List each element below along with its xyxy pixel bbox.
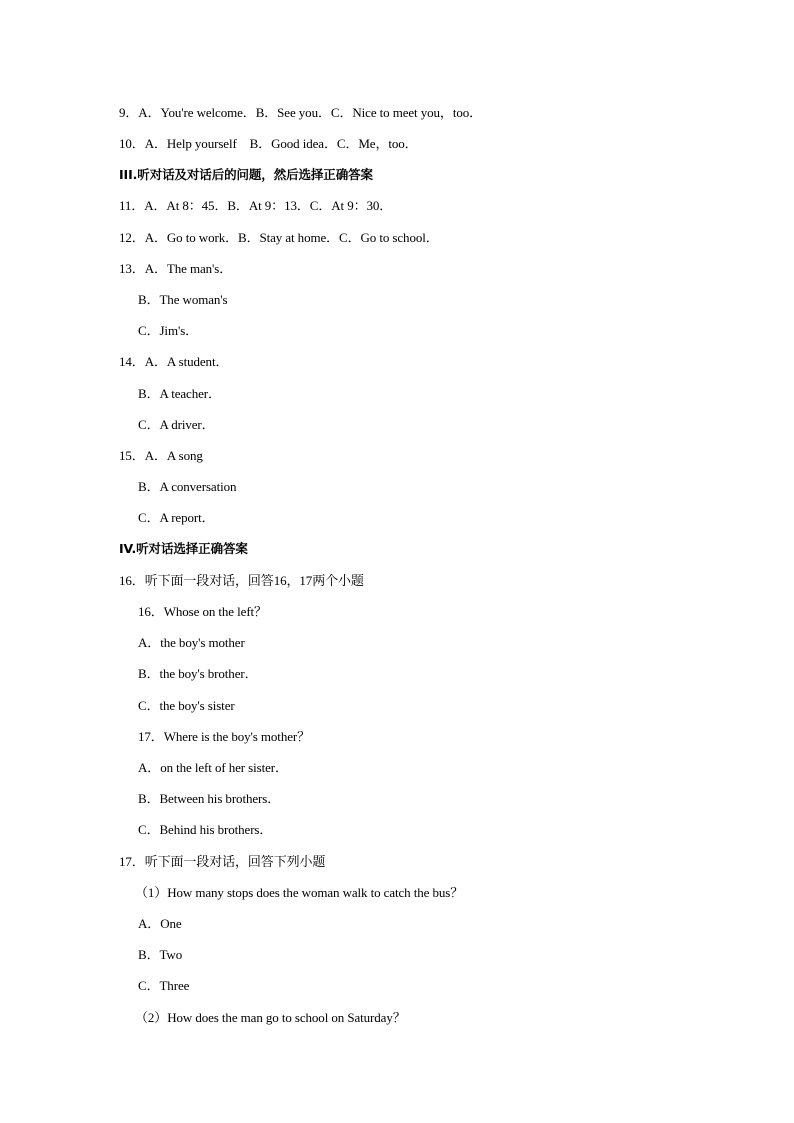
question-12: 12．A．Go to work．B．Stay at home．C．Go to school．: [119, 230, 439, 245]
question-17-option-a: A．on the left of her sister．: [138, 760, 288, 775]
question-10: 10．A．Help yourself B．Good idea．C．Me，too．: [119, 136, 418, 151]
question-17-option-c: C．Behind his brothers．: [138, 822, 273, 837]
subquestion-1-option-a: A．One: [138, 916, 182, 931]
question-16-option-b: B．the boy's brother．: [138, 666, 258, 681]
subquestion-1-option-c: C．Three: [138, 978, 190, 993]
question-13-option-c: C．Jim's．: [138, 323, 199, 338]
question-9: 9．A．You're welcome．B．See you．C．Nice to meet you，too．: [119, 105, 483, 120]
question-15: 15．A．A song: [119, 448, 203, 463]
question-15-option-c: C．A report．: [138, 510, 215, 525]
question-17-option-b: B．Between his brothers．: [138, 791, 281, 806]
subquestion-2-stem: （2）How does the man go to school on Saturday？: [135, 1010, 406, 1025]
question-16-intro: 16．听下面一段对话，回答16，17两个小题: [119, 573, 364, 588]
subquestion-1-stem: （1）How many stops does the woman walk to catch the bus？: [135, 885, 464, 900]
question-14: 14．A．A student．: [119, 354, 229, 369]
question-13-option-b: B．The woman's: [138, 292, 228, 307]
section-heading-iii: III.听对话及对话后的问题，然后选择正确答案: [119, 167, 373, 182]
question-16-option-c: C．the boy's sister: [138, 698, 235, 713]
question-13: 13．A．The man's．: [119, 261, 233, 276]
question-14-option-c: C．A driver．: [138, 417, 215, 432]
question-14-option-b: B．A teacher．: [138, 386, 221, 401]
question-16-option-a: A．the boy's mother: [138, 635, 245, 650]
question-17-stem: 17．Where is the boy's mother？: [138, 729, 311, 744]
question-17-intro: 17．听下面一段对话，回答下列小题: [119, 854, 326, 869]
question-16-stem: 16．Whose on the left？: [138, 604, 267, 619]
question-11: 11．A．At 8：45．B．At 9：13．C．At 9：30．: [119, 198, 393, 213]
question-15-option-b: B．A conversation: [138, 479, 237, 494]
section-heading-iv: IV.听对话选择正确答案: [119, 541, 248, 556]
subquestion-1-option-b: B．Two: [138, 947, 183, 962]
